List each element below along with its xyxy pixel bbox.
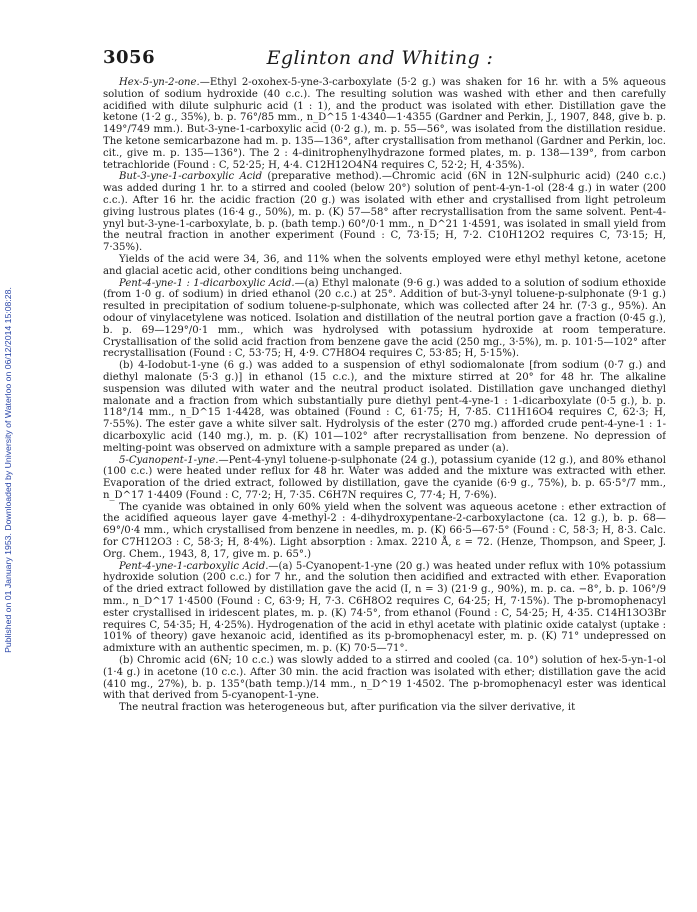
- paragraph-heading: But-3-yne-1-carboxylic Acid: [119, 171, 263, 183]
- paragraph-cyanopentyne: [103, 455, 666, 502]
- running-head: Eglinton and Whiting :: [266, 47, 494, 69]
- paragraph-neutral-fraction: [103, 702, 666, 714]
- paragraph-heading: 5-Cyanopent-1-yne.: [119, 454, 219, 466]
- paragraph-heading: Pent-4-yne-1-carboxylic Acid.: [119, 560, 269, 572]
- download-watermark: [2, 140, 14, 800]
- paragraph-butynecarboxylic-acid: [103, 171, 666, 254]
- paragraph-yields: [103, 254, 666, 278]
- paragraph-dicarboxylic-acid-b: [103, 360, 666, 454]
- paragraph-text: —Pent-4-ynyl toluene-p-sulphonate (24 g.), potassium cyanide (12 g.), and 80% ethanol (100 c.c.) were heated under reflux for 48 hr. Water was added and the mixture was extracted with ether. Evaporation of the dried extract, followed by distillation, gave the cyanide (6·9 g., 75%), b. p. 65·5°/7 mm., n_D^17 1·4409 (Found : C, 77·2; H, 7·35. C6H7N requires C, 77·4; H, 7·6%).: [103, 454, 666, 501]
- paragraph-text: —(a) Ethyl malonate (9·6 g.) was added to a solution of sodium ethoxide (from 1·0 g. of sodium) in dried ethanol (20 c.c.) at 25°. Addition of but-3-ynyl toluene-p-sulphonate (9·1 g.) resulted in precipitation of sodium toluene-p-sulphonate, which was collected after 24 hr. (7·3 g., 95%). An odour of vinylacetylene was noticed. Isolation and distillation of the neutral portion gave a fraction (0·45 g.), b. p. 69—129°/0·1 mm., which was hydrolysed with potassium hydroxide at room temperature. Crystallisation of the solid acid fraction from benzene gave the acid (250 mg., 3·5%), m. p. 101·5—102° after recrystallisation (Found : C, 53·75; H, 4·9. C7H8O4 requires C, 53·85; H, 5·15%).: [103, 277, 666, 360]
- paragraph-heading: Hex-5-yn-2-one.: [119, 77, 200, 88]
- paragraph-text: —(a) 5-Cyanopent-1-yne (20 g.) was heated under reflux with 10% potassium hydroxide solution (200 c.c.) for 7 hr., and the solution then acidified and extracted with ether. Evaporation of the dried extract followed by distillation gave the acid (I, n = 3) (21·9 g., 90%), m. p. ca. −8°, b. p. 106°/9 mm., n_D^17 1·4500 (Found : C, 63·9; H, 7·3. C6H8O2 requires C, 64·25; H, 7·15%). The p-bromophenacyl ester crystallised in iridescent plates, m. p. (K) 74·5°, from ethanol (Found : C, 54·25; H, 4·35. C14H13O3Br requires C, 54·35; H, 4·25%). Hydrogenation of the acid in ethyl acetate with platinic oxide catalyst (uptake : 101% of theory) gave hexanoic acid, identified as its p-bromophenacyl ester, m. p. (K) 71° undepressed on admixture with an authentic specimen, m. p. (K) 70·5—71°.: [103, 560, 666, 655]
- paragraph-text: The neutral fraction was heterogeneous but, after purification via the silver derivative, it: [119, 702, 576, 714]
- article-body: [103, 77, 666, 907]
- paragraph-text: Yields of the acid were 34, 36, and 11% when the solvents employed were ethyl methyl ketone, acetone and glacial acetic acid, other conditions being unchanged.: [103, 253, 666, 277]
- paragraph-hexynone: [103, 77, 666, 171]
- paragraph-heading: Pent-4-yne-1 : 1-dicarboxylic Acid.: [119, 277, 295, 289]
- page-header: [103, 47, 657, 69]
- paragraph-dicarboxylic-acid-a: [103, 278, 666, 361]
- paragraph-pentynecarboxylic-acid-a: [103, 561, 666, 655]
- paragraph-text: (preparative method).—Chromic acid (6N in 12N-sulphuric acid) (240 c.c.) was added during 1 hr. to a stirred and cooled (below 20°) solution of pent-4-yn-1-ol (28·4 g.) in water (200 c.c.). After 16 hr. the acidic fraction (20 g.) was isolated with ether and crystallised from light petroleum giving lustrous plates (16·4 g., 50%), m. p. (K) 57—58° after recrystallisation from the same solvent. Pent-4-ynyl but-3-yne-1-carboxylate, b. p. (bath temp.) 60°/0·1 mm., n_D^21 1·4591, was isolated in small yield from the neutral fraction in another experiment (Found : C, 73·15; H, 7·2. C10H12O2 requires C, 73·15; H, 7·35%).: [103, 171, 666, 254]
- page-number: 3056: [103, 47, 156, 68]
- paragraph-text: The cyanide was obtained in only 60% yield when the solvent was aqueous acetone : ether extraction of the acidified aqueous layer gave 4-methyl-2 : 4-dihydroxypentane-2-carboxylactone (ca. 12 g.), b. p. 68—69°/0·4 mm., which crystallised from benzene in needles, m. p. (K) 66·5—67·5° (Found : C, 58·3; H, 8·3. Calc. for C7H12O3 : C, 58·3; H, 8·4%). Light absorption : λmax. 2210 Å, ε = 72. (Henze, Thompson, and Speer, J. Org. Chem., 1943, 8, 17, give m. p. 65°.): [103, 501, 666, 560]
- download-watermark-text: Published on 01 January 1953. Downloaded by University of Waterloo on 06/12/2014 15:08:28.: [3, 287, 13, 653]
- paragraph-text: (b) 4-Iodobut-1-yne (6 g.) was added to a suspension of ethyl sodiomalonate [from sodium (0·7 g.) and diethyl malonate (5·3 g.)] in ethanol (15 c.c.), and the mixture stirred at 20° for 48 hr. The alkaline suspension was diluted with water and the neutral product isolated. Distillation gave unchanged diethyl malonate and a fraction from which substantially pure diethyl pent-4-yne-1 : 1-dicarboxylate (0·5 g.), b. p. 118°/14 mm., n_D^15 1·4428, was obtained (Found : C, 61·75; H, 7·85. C11H16O4 requires C, 62·3; H, 7·55%). The ester gave a white silver salt. Hydrolysis of the ester (270 mg.) afforded crude pent-4-yne-1 : 1-dicarboxylic acid (140 mg.), m. p. (K) 101—102° after recrystallisation from benzene. No depression of melting-point was observed on admixture with a sample prepared as under (a).: [103, 360, 666, 454]
- paragraph-text: (b) Chromic acid (6N; 10 c.c.) was slowly added to a stirred and cooled (ca. 10°) solution of hex-5-yn-1-ol (1·4 g.) in acetone (10 c.c.). After 30 min. the acid fraction was isolated with ether; distillation gave the acid (410 mg., 27%), b. p. 135°(bath temp.)/14 mm., n_D^19 1·4502. The p-bromophenacyl ester was identical with that derived from 5-cyanopent-1-yne.: [103, 655, 666, 702]
- paragraph-cyanide-yield: [103, 502, 666, 561]
- paragraph-pentynecarboxylic-acid-b: [103, 655, 666, 702]
- paragraph-text: —Ethyl 2-oxohex-5-yne-3-carboxylate (5·2 g.) was shaken for 16 hr. with a 5% aqueous solution of sodium hydroxide (40 c.c.). The resulting solution was washed with ether and then carefully acidified with dilute sulphuric acid (1 : 1), and the product was isolated with ether. Distillation gave the ketone (1·2 g., 35%), b. p. 76°/85 mm., n_D^15 1·4340—1·4355 (Gardner and Perkin, J., 1907, 848, give b. p. 149°/749 mm.). But-3-yne-1-carboxylic acid (0·2 g.), m. p. 55—56°, was isolated from the distillation residue. The ketone semicarbazone had m. p. 135—136°, after crystallisation from methanol (Gardner and Perkin, loc. cit., give m. p. 135—136°). The 2 : 4-dinitrophenylhydrazone formed plates, m. p. 138—139°, from carbon tetrachloride (Found : C, 52·25; H, 4·4. C12H12O4N4 requires C, 52·2; H, 4·35%).: [103, 77, 666, 171]
